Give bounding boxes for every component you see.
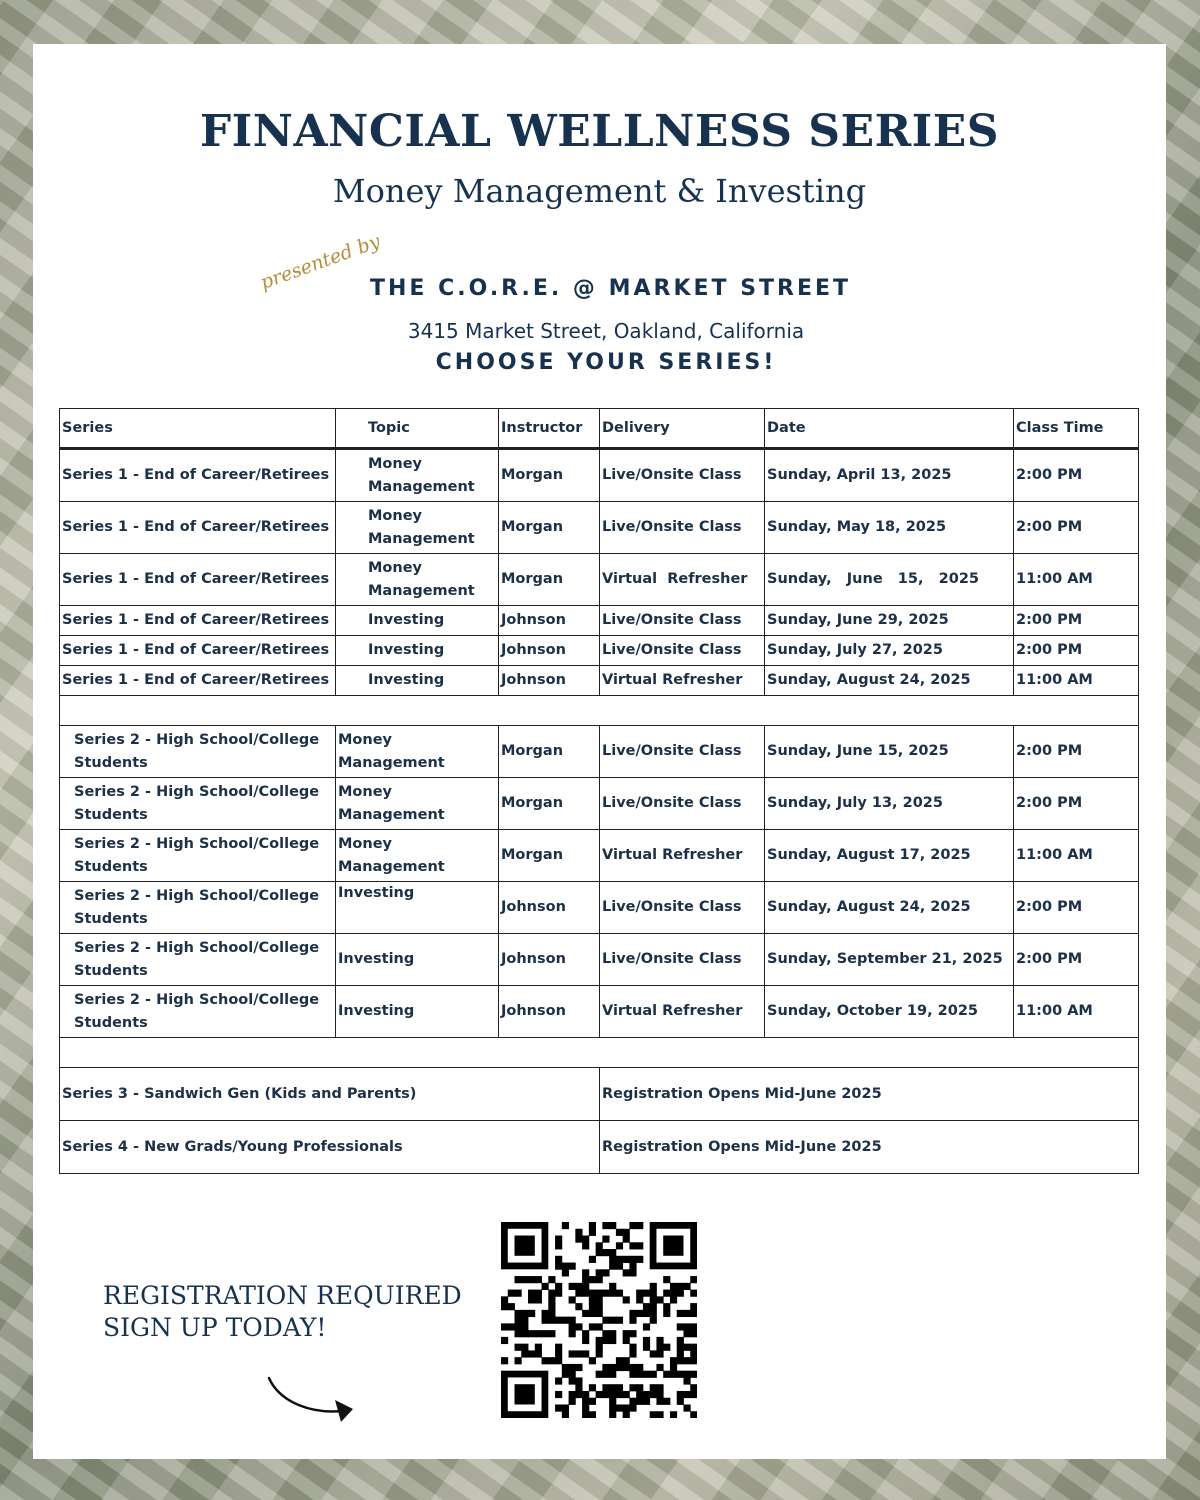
- column-header-instructor: Instructor: [499, 409, 600, 449]
- cell-series: Series 1 - End of Career/Retirees: [60, 449, 336, 502]
- qr-code-icon[interactable]: [501, 1222, 697, 1418]
- flyer-panel: [33, 44, 1166, 1459]
- cell-registration-status: Registration Opens Mid-June 2025: [600, 1121, 1139, 1174]
- cell-time: 11:00 AM: [1014, 666, 1139, 696]
- column-header-class-time: Class Time: [1014, 409, 1139, 449]
- cell-topic: Investing: [336, 934, 499, 986]
- cell-date: Sunday, June 29, 2025: [765, 606, 1014, 636]
- cell-instructor: Johnson: [499, 882, 600, 934]
- page-subtitle: Money Management & Investing: [332, 172, 867, 210]
- cell-instructor: Johnson: [499, 986, 600, 1038]
- table-row: [60, 554, 1139, 606]
- cell-instructor: Johnson: [499, 934, 600, 986]
- cell-date: Sunday, June 15, 2025: [765, 554, 1014, 606]
- spacer-cell: [60, 696, 1139, 726]
- cell-topic: Investing: [336, 666, 499, 696]
- cell-series: Series 2 - High School/College Students: [60, 934, 336, 986]
- cell-time: 2:00 PM: [1014, 449, 1139, 502]
- cell-date: Sunday, August 17, 2025: [765, 830, 1014, 882]
- table-row: [60, 778, 1139, 830]
- table-row: [60, 882, 1139, 934]
- cell-series: Series 2 - High School/College Students: [60, 830, 336, 882]
- cell-time: 11:00 AM: [1014, 554, 1139, 606]
- cell-delivery: Live/Onsite Class: [600, 778, 765, 830]
- cell-delivery: Virtual Refresher: [600, 554, 765, 606]
- cell-delivery: Live/Onsite Class: [600, 636, 765, 666]
- cell-delivery: Live/Onsite Class: [600, 882, 765, 934]
- cell-date: Sunday, August 24, 2025: [765, 882, 1014, 934]
- cell-time: 2:00 PM: [1014, 636, 1139, 666]
- table-row: [60, 830, 1139, 882]
- cell-delivery: Live/Onsite Class: [600, 502, 765, 554]
- table-spacer-row: [60, 696, 1139, 726]
- cell-delivery: Virtual Refresher: [600, 830, 765, 882]
- cell-topic: Money Management: [336, 830, 499, 882]
- cell-topic: Investing: [336, 636, 499, 666]
- cell-topic: Investing: [336, 606, 499, 636]
- table-row: [60, 636, 1139, 666]
- cell-time: 2:00 PM: [1014, 606, 1139, 636]
- cell-time: 2:00 PM: [1014, 882, 1139, 934]
- curved-arrow-icon: [265, 1374, 365, 1424]
- table-row: [60, 986, 1139, 1038]
- choose-series-heading: CHOOSE YOUR SERIES!: [435, 350, 777, 375]
- cell-instructor: Morgan: [499, 449, 600, 502]
- table-row: [60, 1121, 1139, 1174]
- cell-delivery: Live/Onsite Class: [600, 449, 765, 502]
- cell-time: 2:00 PM: [1014, 778, 1139, 830]
- cell-topic: Money Management: [336, 502, 499, 554]
- organization-address: 3415 Market Street, Oakland, California: [407, 319, 805, 343]
- cell-series: Series 3 - Sandwich Gen (Kids and Parents): [60, 1068, 600, 1121]
- cell-date: Sunday, July 13, 2025: [765, 778, 1014, 830]
- cell-delivery: Live/Onsite Class: [600, 934, 765, 986]
- cell-topic: Money Management: [336, 726, 499, 778]
- cell-instructor: Johnson: [499, 636, 600, 666]
- cell-delivery: Virtual Refresher: [600, 666, 765, 696]
- sign-up-today-text: SIGN UP TODAY!: [103, 1313, 327, 1342]
- schedule-table: [59, 408, 1139, 1174]
- table-row: [60, 726, 1139, 778]
- column-header-topic: Topic: [336, 409, 499, 449]
- cell-time: 2:00 PM: [1014, 934, 1139, 986]
- cell-time: 2:00 PM: [1014, 726, 1139, 778]
- cell-delivery: Virtual Refresher: [600, 986, 765, 1038]
- column-header-delivery: Delivery: [600, 409, 765, 449]
- cell-date: Sunday, August 24, 2025: [765, 666, 1014, 696]
- cell-instructor: Morgan: [499, 726, 600, 778]
- table-row: [60, 934, 1139, 986]
- cell-instructor: Johnson: [499, 666, 600, 696]
- table-spacer-row: [60, 1038, 1139, 1068]
- table-row: [60, 666, 1139, 696]
- cell-time: 11:00 AM: [1014, 830, 1139, 882]
- cell-delivery: Live/Onsite Class: [600, 726, 765, 778]
- cell-topic: Money Management: [336, 554, 499, 606]
- table-row: [60, 449, 1139, 502]
- spacer-cell: [60, 1038, 1139, 1068]
- cell-date: Sunday, September 21, 2025: [765, 934, 1014, 986]
- cell-instructor: Morgan: [499, 778, 600, 830]
- registration-required-text: REGISTRATION REQUIRED: [103, 1281, 462, 1310]
- cell-instructor: Morgan: [499, 830, 600, 882]
- cell-series: Series 2 - High School/College Students: [60, 778, 336, 830]
- cell-topic: Investing: [336, 882, 499, 934]
- cell-instructor: Johnson: [499, 606, 600, 636]
- cell-time: 11:00 AM: [1014, 986, 1139, 1038]
- cell-topic: Money Management: [336, 778, 499, 830]
- cell-date: Sunday, July 27, 2025: [765, 636, 1014, 666]
- cell-date: Sunday, April 13, 2025: [765, 449, 1014, 502]
- cell-series: Series 1 - End of Career/Retirees: [60, 636, 336, 666]
- column-header-series: Series: [60, 409, 336, 449]
- table-row: [60, 502, 1139, 554]
- cell-series: Series 2 - High School/College Students: [60, 882, 336, 934]
- cell-topic: Investing: [336, 986, 499, 1038]
- cell-instructor: Morgan: [499, 502, 600, 554]
- table-header-row: [60, 409, 1139, 449]
- cell-series: Series 1 - End of Career/Retirees: [60, 606, 336, 636]
- cell-registration-status: Registration Opens Mid-June 2025: [600, 1068, 1139, 1121]
- page-title: FINANCIAL WELLNESS SERIES: [199, 106, 1000, 157]
- cell-series: Series 1 - End of Career/Retirees: [60, 666, 336, 696]
- cell-series: Series 2 - High School/College Students: [60, 986, 336, 1038]
- cell-date: Sunday, June 15, 2025: [765, 726, 1014, 778]
- cell-instructor: Morgan: [499, 554, 600, 606]
- cell-date: Sunday, May 18, 2025: [765, 502, 1014, 554]
- cell-time: 2:00 PM: [1014, 502, 1139, 554]
- registration-callout: [103, 1280, 462, 1344]
- cell-series: Series 1 - End of Career/Retirees: [60, 502, 336, 554]
- cell-series: Series 4 - New Grads/Young Professionals: [60, 1121, 600, 1174]
- cell-topic: Money Management: [336, 449, 499, 502]
- table-row: [60, 1068, 1139, 1121]
- organization-name: THE C.O.R.E. @ MARKET STREET: [370, 276, 852, 301]
- cell-series: Series 2 - High School/College Students: [60, 726, 336, 778]
- cell-series: Series 1 - End of Career/Retirees: [60, 554, 336, 606]
- presented-by-label: presented by: [257, 230, 384, 294]
- cell-date: Sunday, October 19, 2025: [765, 986, 1014, 1038]
- cell-delivery: Live/Onsite Class: [600, 606, 765, 636]
- table-row: [60, 606, 1139, 636]
- column-header-date: Date: [765, 409, 1014, 449]
